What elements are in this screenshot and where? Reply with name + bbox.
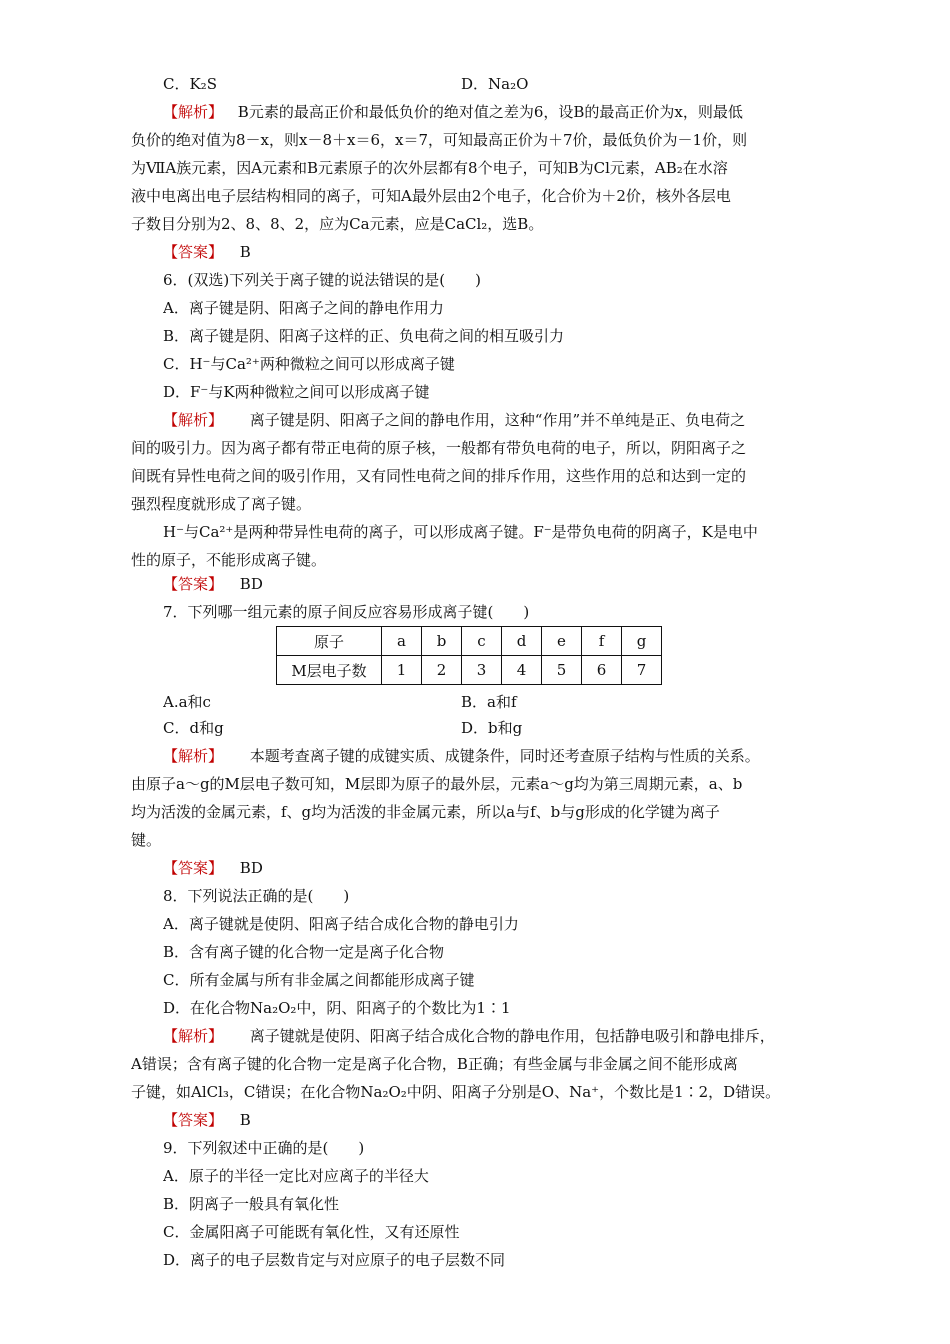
q7-option-b: B．a和f [461, 693, 517, 711]
table-cell: a [382, 627, 422, 656]
answer-value: BD [239, 575, 263, 593]
q6-answer [163, 570, 823, 598]
q6-option-b: B．离子键是阴、阳离子这样的正、负电荷之间的相互吸引力 [163, 327, 565, 345]
q8-option-a: A．离子键就是使阴、阳离子结合成化合物的静电引力 [163, 915, 519, 933]
table-cell: 7 [622, 656, 662, 685]
answer-tag: 【答案】 [163, 1111, 224, 1129]
table-cell: g [622, 627, 662, 656]
q6-option-c: C．H⁻与Ca²⁺两种微粒之间可以形成离子键 [163, 355, 455, 373]
q6-analysis-line-4: 强烈程度就形成了离子键。 [131, 495, 312, 513]
table-header-label: 原子 [277, 627, 382, 656]
table-cell: 2 [422, 656, 462, 685]
q7-analysis-line-3: 均为活泼的金属元素，f、g均为活泼的非金属元素，所以a与f、b与g形成的化学键为离子 [131, 803, 720, 821]
table-cell: 1 [382, 656, 422, 685]
table-cell: e [542, 627, 582, 656]
analysis-tag: 【解析】 [163, 747, 224, 765]
q8-option-c: C．所有金属与所有非金属之间都能形成离子键 [163, 971, 475, 989]
q6-option-d: D．F⁻与K两种微粒之间可以形成离子键 [163, 383, 430, 401]
table-cell: 3 [462, 656, 502, 685]
q7-analysis-text: 本题考查离子键的成键实质、成键条件，同时还考查原子结构与性质的关系。 [249, 747, 760, 765]
q6-analysis-line-5: H⁻与Ca²⁺是两种带异性电荷的离子，可以形成离子键。F⁻是带负电荷的阴离子，K是电中 [163, 523, 758, 541]
q8-answer [163, 1106, 823, 1134]
analysis-tag: 【解析】 [163, 103, 224, 121]
q9-option-b: B．阴离子一般具有氧化性 [163, 1195, 340, 1213]
analysis-tag: 【解析】 [163, 1027, 224, 1045]
q6-option-a: A．离子键是阴、阳离子之间的静电作用力 [163, 299, 444, 317]
q6-stem: 6．(双选)下列关于离子键的说法错误的是( ) [163, 271, 481, 289]
answer-tag: 【答案】 [163, 575, 224, 593]
answer-tag: 【答案】 [163, 243, 224, 261]
q7-option-c: C．d和g [163, 719, 224, 737]
q7-analysis-line-4: 键。 [131, 831, 162, 849]
q7-analysis-line-1 [163, 742, 823, 770]
q8-analysis-text: 离子键就是使阴、阳离子结合成化合物的静电作用，包括静电吸引和静电排斥， [249, 1027, 775, 1045]
q5-answer [163, 238, 823, 266]
table-cell: c [462, 627, 502, 656]
table-row-label: M层电子数 [277, 656, 382, 685]
q7-options-row-1 [163, 688, 823, 716]
q5-analysis-line-3: 为ⅦA族元素，因A元素和B元素原子的次外层都有8个电子，可知B为Cl元素，AB₂在水溶 [131, 159, 728, 177]
q8-analysis-line-3: 子键，如AlCl₃，C错误；在化合物Na₂O₂中阴、阳离子分别是O、Na⁺，个数比是1∶2，D错误。 [131, 1083, 781, 1101]
q7-options-row-2 [163, 714, 823, 742]
q8-option-b: B．含有离子键的化合物一定是离子化合物 [163, 943, 445, 961]
q8-analysis-line-1 [163, 1022, 823, 1050]
answer-value: BD [239, 859, 263, 877]
table-cell: 6 [582, 656, 622, 685]
q6-analysis-line-6: 性的原子，不能形成离子键。 [131, 551, 327, 569]
analysis-tag: 【解析】 [163, 411, 224, 429]
q7-option-a: A.a和c [163, 693, 211, 711]
table-cell: 4 [502, 656, 542, 685]
answer-value: B [239, 243, 251, 261]
table-cell: f [582, 627, 622, 656]
q5-analysis-line-2: 负价的绝对值为8－x，则x－8＋x＝6，x＝7，可知最高正价为＋7价，最低负价为－1价，则 [131, 131, 748, 149]
table-row [277, 656, 662, 685]
q9-option-d: D．离子的电子层数肯定与对应原子的电子层数不同 [163, 1251, 506, 1269]
q5-analysis-line-5: 子数目分别为2、8、8、2，应为Ca元素，应是CaCl₂，选B。 [131, 215, 544, 233]
q5-analysis-line-4: 液中电离出电子层结构相同的离子，可知A最外层由2个电子，化合价为＋2价，核外各层电 [131, 187, 731, 205]
q7-stem: 7．下列哪一组元素的原子间反应容易形成离子键( ) [163, 603, 530, 621]
q7-answer [163, 854, 823, 882]
q5-option-c: C．K₂S [163, 75, 217, 93]
q9-stem: 9．下列叙述中正确的是( ) [163, 1139, 365, 1157]
answer-value: B [239, 1111, 251, 1129]
table-row [277, 627, 662, 656]
q5-option-d: D．Na₂O [461, 75, 529, 93]
q8-option-d: D．在化合物Na₂O₂中，阴、阳离子的个数比为1∶1 [163, 999, 511, 1017]
q5-analysis-line-1 [163, 98, 823, 126]
table-cell: 5 [542, 656, 582, 685]
table-cell: d [502, 627, 542, 656]
q7-analysis-line-2: 由原子a～g的M层电子数可知，M层即为原子的最外层，元素a～g均为第三周期元素，a、b [131, 775, 743, 793]
q5-options-row [163, 70, 823, 98]
answer-tag: 【答案】 [163, 859, 224, 877]
q8-analysis-line-2: A错误；含有离子键的化合物一定是离子化合物，B正确；有些金属与非金属之间不能形成离 [131, 1055, 738, 1073]
table-cell: b [422, 627, 462, 656]
q8-stem: 8．下列说法正确的是( ) [163, 887, 350, 905]
electron-table [276, 626, 662, 685]
q9-option-c: C．金属阳离子可能既有氧化性，又有还原性 [163, 1223, 460, 1241]
q6-analysis-line-2: 间的吸引力。因为离子都有带正电荷的原子核，一般都有带负电荷的电子，所以，阴阳离子之 [131, 439, 747, 457]
q6-analysis-text: 离子键是阴、阳离子之间的静电作用，这种“作用”并不单纯是正、负电荷之 [249, 411, 746, 429]
q5-analysis-text: B元素的最高正价和最低负价的绝对值之差为6，设B的最高正价为x，则最低 [237, 103, 743, 121]
q6-analysis-line-3: 间既有异性电荷之间的吸引作用，又有同性电荷之间的排斥作用，这些作用的总和达到一定的 [131, 467, 747, 485]
q7-option-d: D．b和g [461, 719, 523, 737]
q9-option-a: A．原子的半径一定比对应离子的半径大 [163, 1167, 429, 1185]
q6-analysis-line-1 [163, 406, 823, 434]
